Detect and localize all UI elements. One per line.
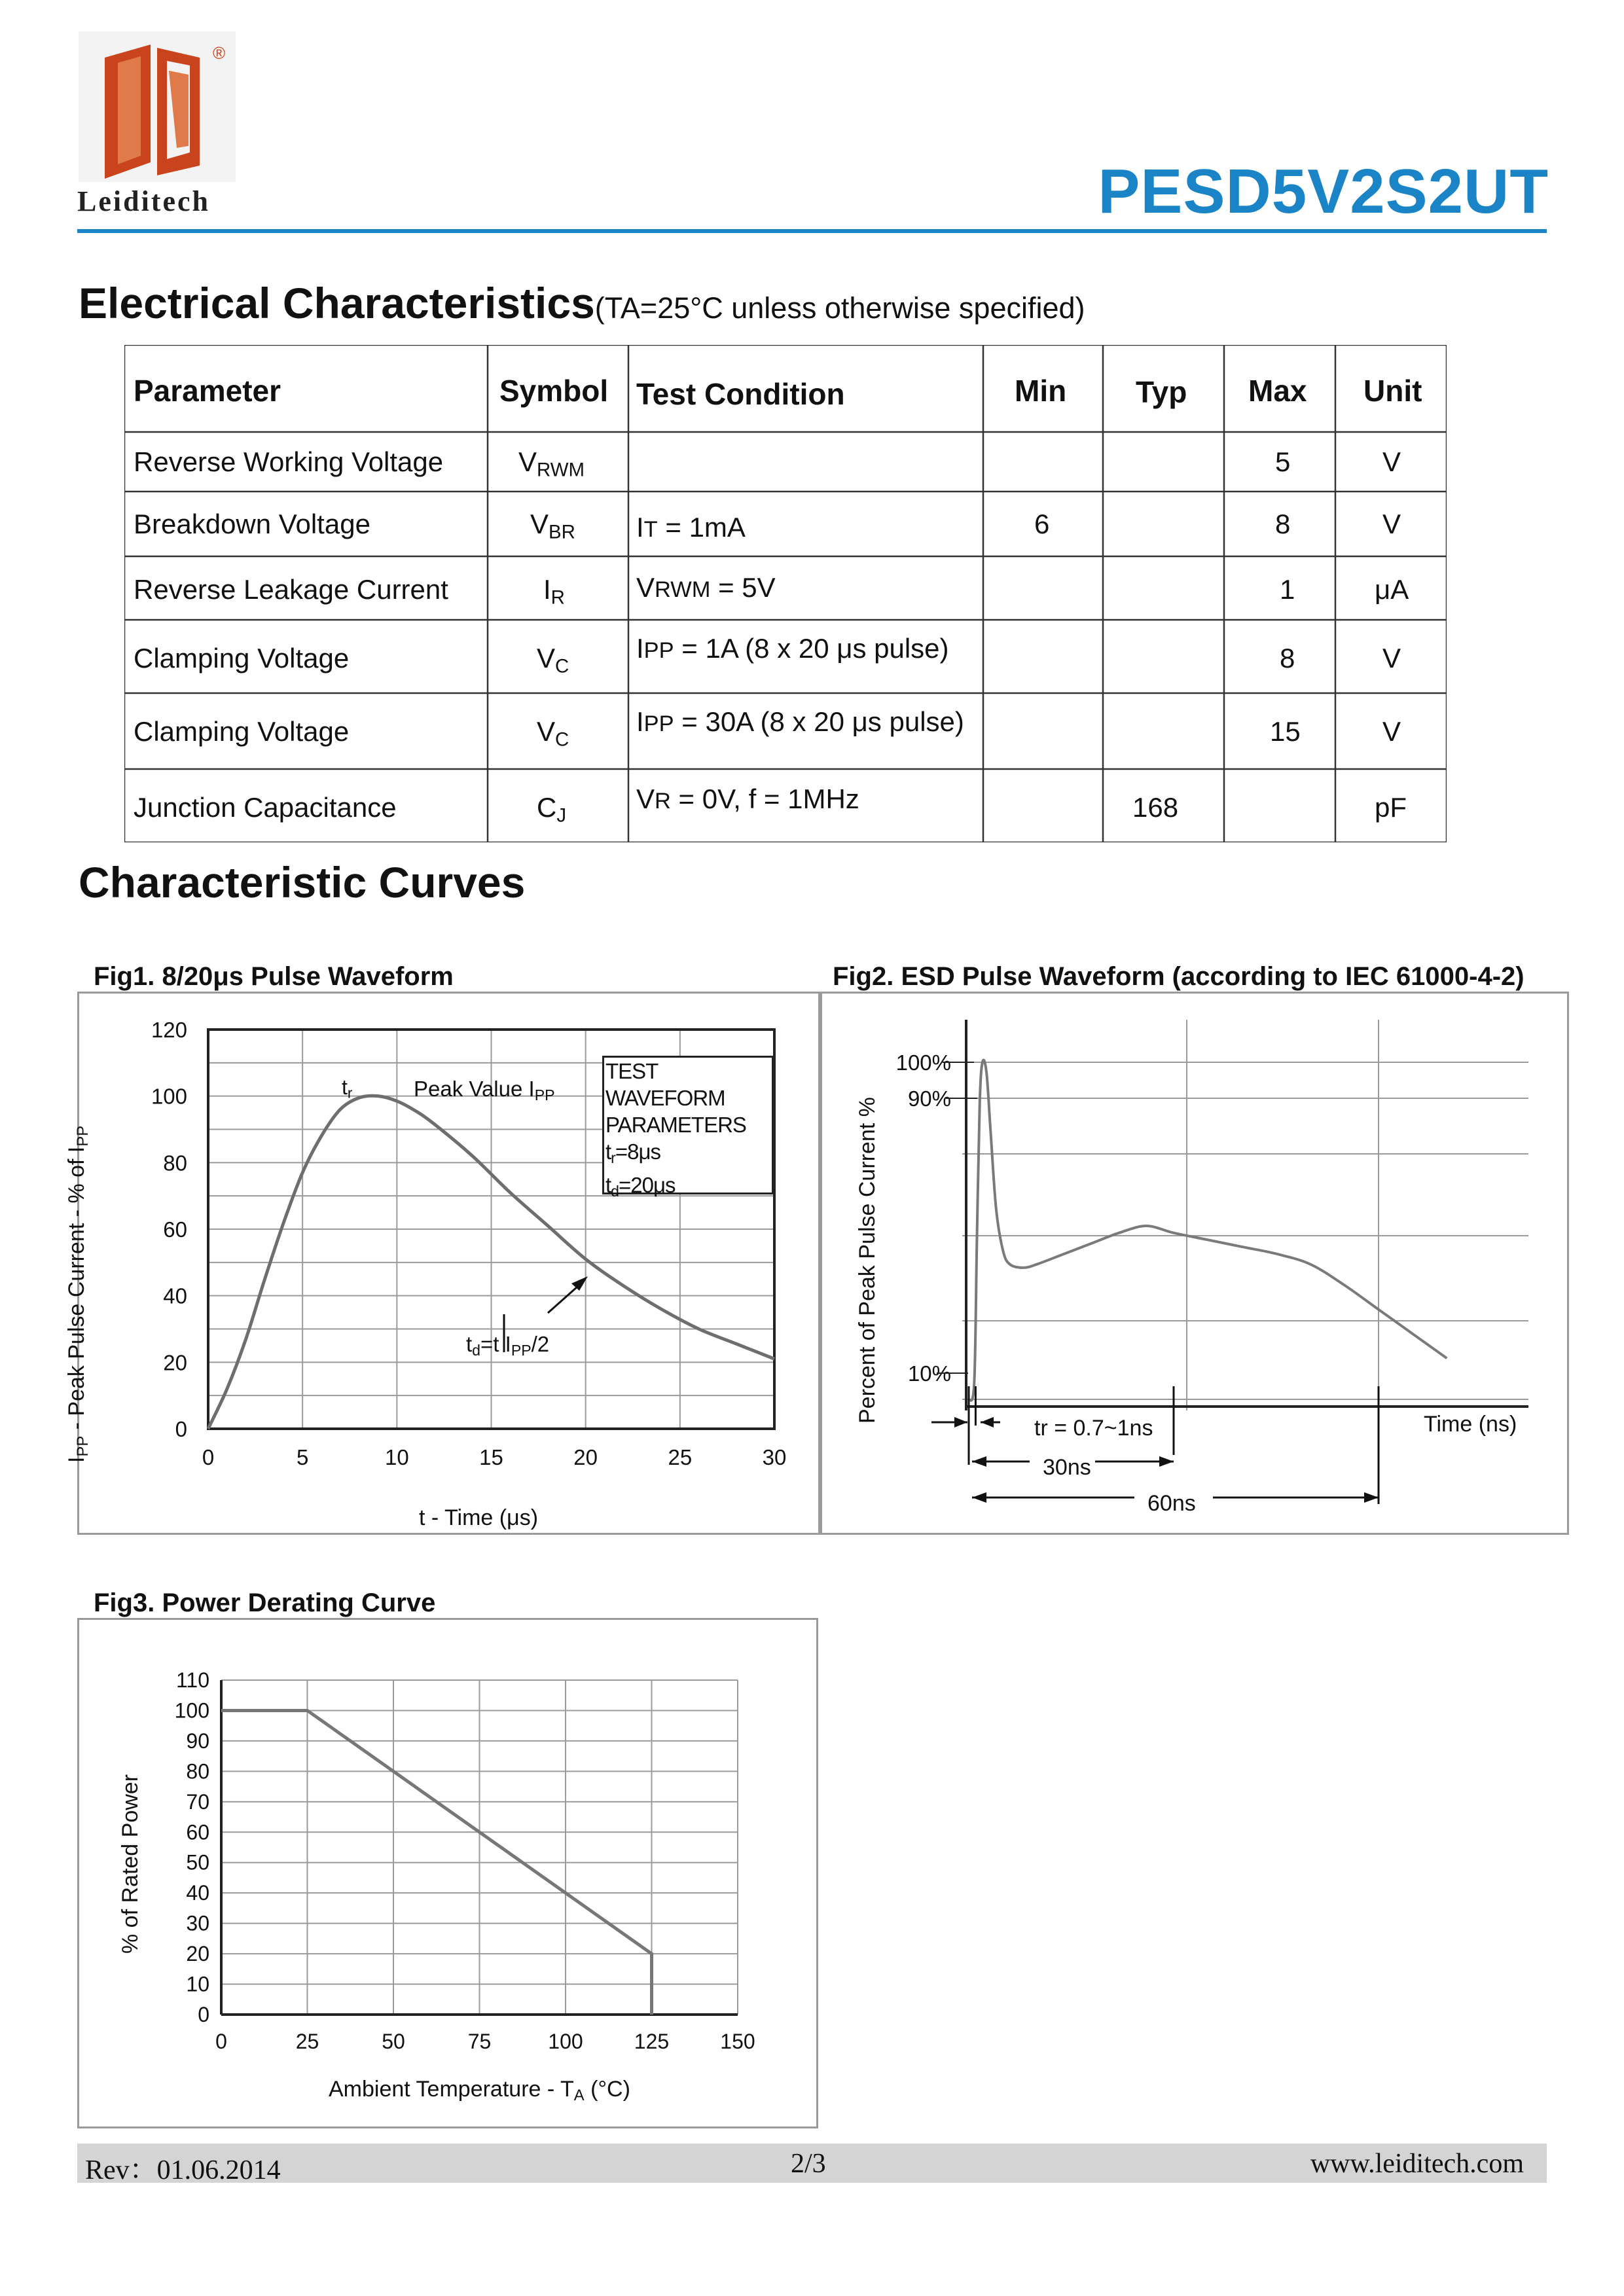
row1-min: 6 [1034,509,1050,539]
col-header-symbol: Symbol [499,374,609,408]
fig1-x-tick-label: 15 [479,1445,503,1469]
row1-symbol: $V_{BR}$ [530,509,575,543]
col-header-max: Max [1248,374,1307,408]
row5-parameter: Junction Capacitance [134,792,397,823]
fig3-x-tick-label: 75 [467,2030,492,2053]
row3-parameter: Clamping Voltage [134,643,350,673]
logo-mark-icon [79,31,236,182]
col-header-unit: Unit [1363,374,1422,408]
col-header-parameter: Parameter [134,374,281,408]
fig1-td-label: $t_d=t$ $I_{PP}/2$ [466,1332,550,1359]
page-footer [77,2144,1547,2183]
row1-parameter: Breakdown Voltage [134,509,370,539]
row4-condition: IPP = 30A (8 x 20 μs pulse) [636,706,964,737]
fig3-y-tick-label: 60 [186,1820,209,1844]
fig3-x-axis-label: Ambient Temperature - $T_A$ (°C) [329,2077,630,2104]
fig3-y-tick-label: 30 [186,1911,209,1935]
fig3-y-tick-label: 70 [186,1789,209,1814]
fig3-y-tick-label: 110 [175,1668,209,1692]
row4-max: 15 [1270,716,1301,747]
fig1-tr-label: $t_r$ [342,1075,353,1102]
col-header-test-condition: Test Condition [636,377,845,411]
fig2-tr-arrowhead-left [954,1417,967,1427]
curves-heading: Characteristic Curves [79,858,526,906]
fig1-box-line2: WAVEFORM [605,1086,725,1110]
fig1-title: Fig1. 8/20μs Pulse Waveform [94,962,454,991]
row4-parameter: Clamping Voltage [134,716,350,747]
fig2-60ns-label: 60ns [1147,1491,1196,1516]
fig2-tr-label: tr = 0.7~1ns [1034,1416,1153,1441]
fig1-y-tick-label: 40 [163,1283,187,1308]
fig3-x-tick-label: 125 [634,2030,670,2053]
fig1-x-tick-label: 30 [762,1445,787,1469]
row1-max: 8 [1275,509,1291,539]
fig1-y-tick-label: 120 [151,1018,187,1042]
row3-unit: V [1382,643,1401,673]
fig2-30ns-arrowhead-left [972,1456,986,1467]
fig1-x-tick-label: 20 [573,1445,598,1469]
footer-revision: Rev：01.06.2014 [85,2155,281,2185]
row0-unit: V [1382,446,1401,477]
col-header-min: Min [1015,374,1067,408]
fig1-y-tick-label: 100 [151,1084,187,1109]
fig2-chart [820,994,1567,1533]
row0-symbol: $V_{RWM}$ [518,446,585,481]
fig1-test-parameters-box [602,1056,774,1200]
fig1-y-axis-label: $I_{PP}$ - Peak Pulse Current - % of $I_{PP}$ [64,1125,92,1463]
fig3-y-axis-label: % of Rated Power [118,1774,143,1954]
electrical-heading [79,278,1085,328]
row5-typ: 168 [1132,792,1179,823]
fig3-chart [79,1620,816,2126]
part-number: PESD5V2S2UT [1098,156,1549,226]
fig3-title: Fig3. Power Derating Curve [94,1588,436,1617]
fig1-box-line3: PARAMETERS [605,1113,746,1137]
row2-unit: μA [1375,574,1409,605]
fig3-x-tick-label: 150 [720,2030,755,2053]
fig3-y-tick-label: 100 [174,1698,209,1723]
fig2-tr-arrowhead-right [981,1417,994,1427]
fig2-60ns-arrowhead-right [1364,1492,1379,1503]
fig3-y-tick-label: 0 [198,2003,209,2026]
fig2-y-tick-label: 100% [895,1050,951,1075]
fig3-y-tick-label: 40 [186,1881,209,1905]
fig1-x-axis-label: t - Time (μs) [419,1505,539,1530]
fig1-y-tick-label: 0 [175,1417,187,1441]
row5-condition: VR = 0V, f = 1MHz [636,783,859,814]
row4-unit: V [1382,716,1401,747]
fig1-y-tick-label: 20 [163,1350,187,1375]
row4-symbol: $V_C$ [537,716,569,751]
fig2-30ns-arrowhead-right [1159,1456,1174,1467]
row0-max: 5 [1275,446,1291,477]
fig3-y-tick-label: 90 [186,1729,209,1753]
fig2-y-axis-label: Percent of Peak Pulse Current % [855,1097,880,1424]
row2-parameter: Reverse Leakage Current [134,574,448,605]
fig2-30ns-label: 30ns [1043,1455,1091,1480]
col-header-typ: Typ [1136,375,1187,409]
electrical-heading-condition: (TA=25°C unless otherwise specified) [594,291,1085,325]
fig3-y-tick-label: 20 [186,1942,209,1966]
fig3-y-tick-label: 80 [186,1759,209,1784]
fig3-x-tick-label: 25 [295,2030,319,2053]
fig3-y-tick-label: 10 [186,1972,209,1996]
fig2-60ns-arrowhead-left [972,1492,986,1503]
fig1-box-tr: $t_r=8\mu s$ [605,1139,661,1166]
row5-unit: pF [1375,792,1407,823]
fig2-y-tick-label: 10% [907,1361,951,1386]
footer-page-number: 2/3 [791,2149,826,2179]
row2-max: 1 [1280,574,1295,605]
fig3-y-tick-label: 50 [186,1850,209,1874]
footer-website: www.leiditech.com [1310,2149,1524,2179]
fig2-y-tick-label: 90% [907,1086,951,1111]
fig2-x-axis-label: Time (ns) [1424,1412,1517,1437]
fig3-x-tick-label: 100 [548,2030,583,2053]
electrical-heading-title: Electrical Characteristics [79,279,595,327]
fig3-x-tick-label: 50 [382,2030,405,2053]
fig1-x-tick-label: 0 [202,1445,215,1469]
fig2-series-line [969,1060,1447,1401]
fig1-box-line1: TEST [605,1059,659,1083]
row5-symbol: $C_J$ [537,792,567,827]
row3-max: 8 [1280,643,1295,673]
fig1-y-tick-label: 60 [163,1217,187,1242]
header-divider [77,229,1547,233]
fig3-x-tick-label: 0 [215,2030,227,2053]
fig1-peak-label: Peak Value $I_{PP}$ [414,1077,555,1103]
brand-name: Leiditech [77,185,210,217]
row3-symbol: $V_C$ [537,643,569,677]
row2-symbol: $I_R$ [543,574,565,609]
fig2-title: Fig2. ESD Pulse Waveform (according to IEC 61000-4-2) [833,962,1525,991]
registered-mark: ® [213,43,226,63]
row1-unit: V [1382,509,1401,539]
row1-condition: IT = 1mA [636,512,746,543]
fig1-x-tick-label: 5 [296,1445,309,1469]
row0-parameter: Reverse Working Voltage [134,446,444,477]
electrical-table [124,345,1447,842]
fig1-y-tick-label: 80 [163,1151,187,1175]
fig1-x-tick-label: 10 [384,1445,409,1469]
row3-condition: IPP = 1A (8 x 20 μs pulse) [636,633,949,664]
row2-condition: VRWM = 5V [636,572,776,603]
fig1-box-td: $t_d=20\mu s$ [605,1172,676,1200]
fig1-x-tick-label: 25 [668,1445,693,1469]
